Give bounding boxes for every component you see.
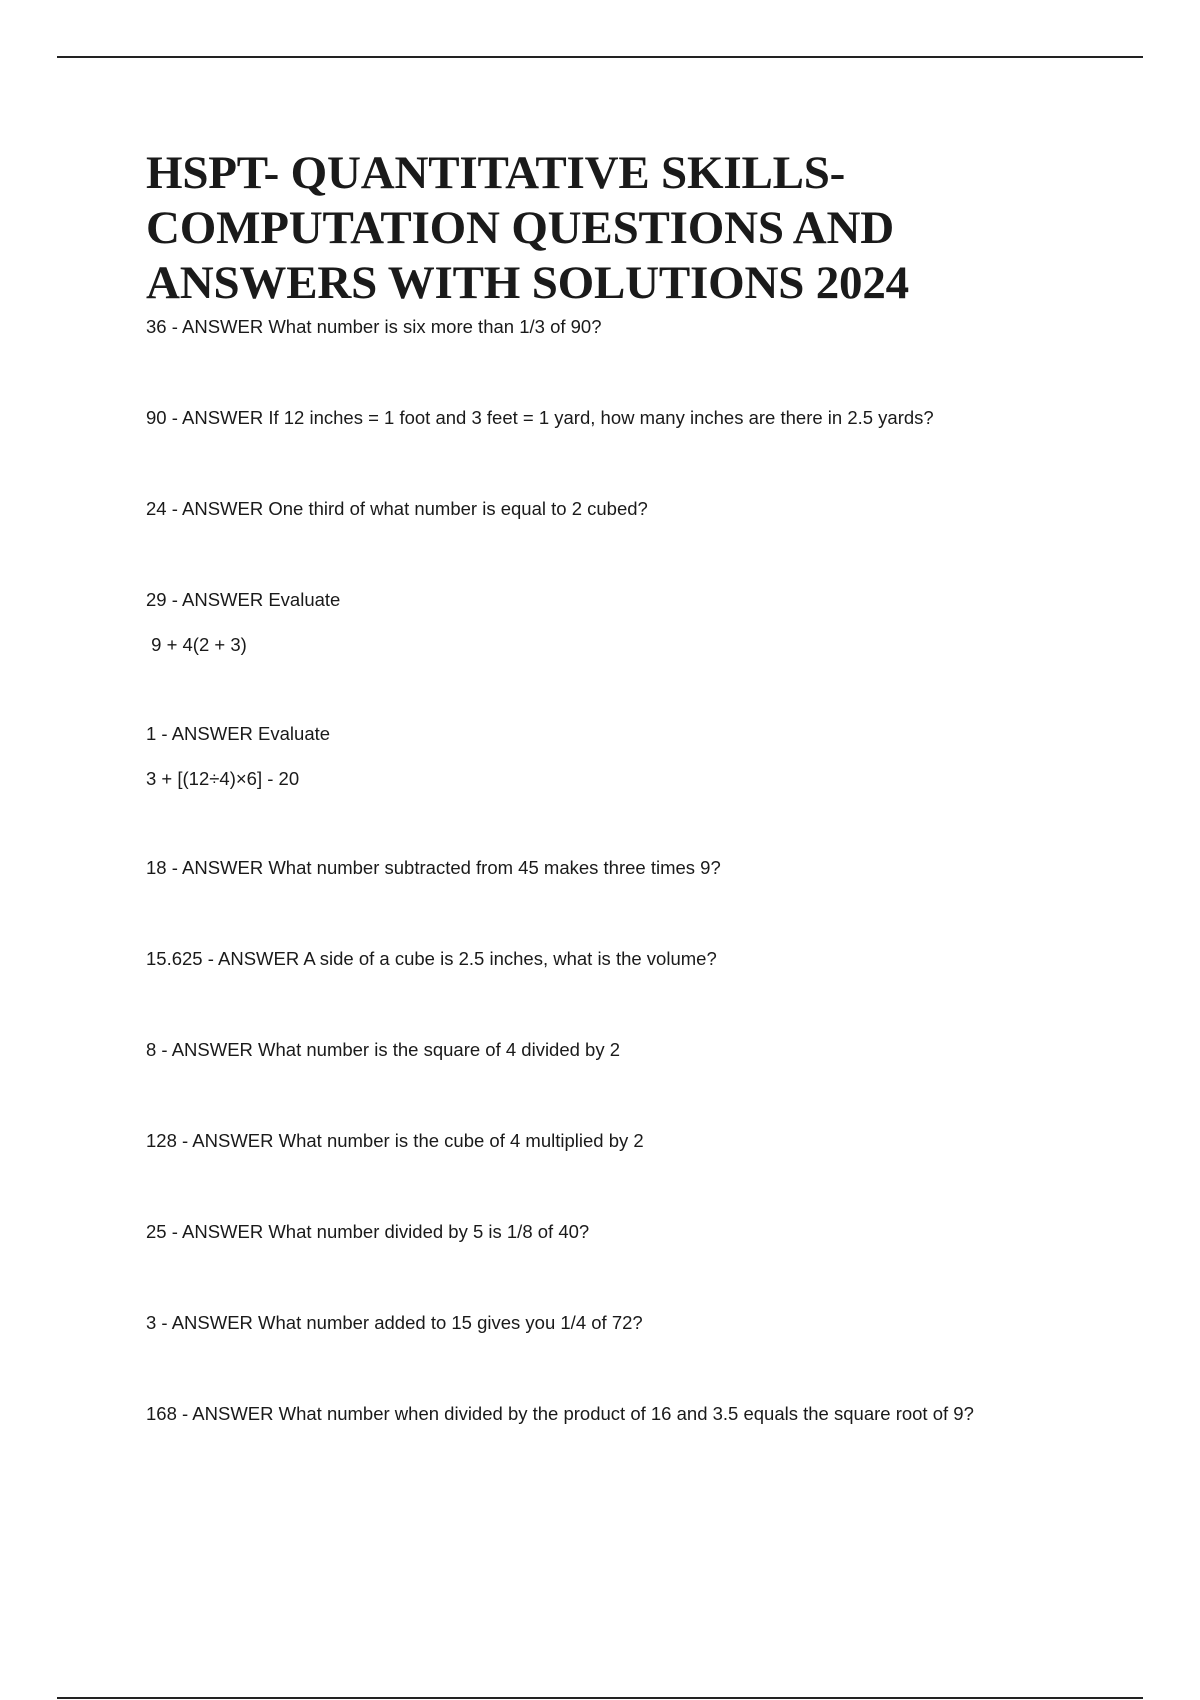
qa-text: 15.625 - ANSWER A side of a cube is 2.5 inches, what is the volume? <box>146 948 717 969</box>
qa-text: 29 - ANSWER Evaluate <box>146 589 341 610</box>
qa-text: 128 - ANSWER What number is the cube of 4 multiplied by 2 <box>146 1130 644 1151</box>
qa-item <box>146 406 1126 430</box>
top-rule <box>57 56 1143 58</box>
qa-item <box>146 1220 1126 1244</box>
qa-item <box>146 1402 1126 1426</box>
document-title <box>146 146 1126 311</box>
qa-text: 24 - ANSWER One third of what number is equal to 2 cubed? <box>146 498 648 519</box>
qa-item <box>146 1311 1126 1335</box>
title-line: COMPUTATION QUESTIONS AND <box>146 202 894 254</box>
qa-item <box>146 947 1126 971</box>
qa-item <box>146 497 1126 521</box>
bottom-rule <box>57 1697 1143 1699</box>
qa-item <box>146 722 1126 791</box>
qa-expression: 9 + 4(2 + 3) <box>146 634 247 655</box>
qa-text: 1 - ANSWER Evaluate <box>146 723 331 744</box>
qa-text: 168 - ANSWER What number when divided by the product of 16 and 3.5 equals the square root of 9? <box>146 1403 974 1424</box>
qa-text: 8 - ANSWER What number is the square of 4 divided by 2 <box>146 1039 621 1060</box>
qa-item <box>146 856 1126 880</box>
qa-text: 25 - ANSWER What number divided by 5 is 1/8 of 40? <box>146 1221 590 1242</box>
qa-item <box>146 1129 1126 1153</box>
qa-item <box>146 1038 1126 1062</box>
qa-expression: 3 + [(12÷4)×6] - 20 <box>146 768 300 789</box>
title-line: HSPT- QUANTITATIVE SKILLS- <box>146 147 846 199</box>
qa-text: 18 - ANSWER What number subtracted from 45 makes three times 9? <box>146 857 721 878</box>
qa-text: 90 - ANSWER If 12 inches = 1 foot and 3 feet = 1 yard, how many inches are there in 2.5 yards? <box>146 407 934 428</box>
qa-list <box>146 315 1126 1426</box>
document-body <box>146 146 1126 1426</box>
qa-item <box>146 588 1126 657</box>
qa-text: 3 - ANSWER What number added to 15 gives you 1/4 of 72? <box>146 1312 643 1333</box>
qa-text: 36 - ANSWER What number is six more than 1/3 of 90? <box>146 316 602 337</box>
title-line: ANSWERS WITH SOLUTIONS 2024 <box>146 257 909 309</box>
qa-item <box>146 315 1126 339</box>
